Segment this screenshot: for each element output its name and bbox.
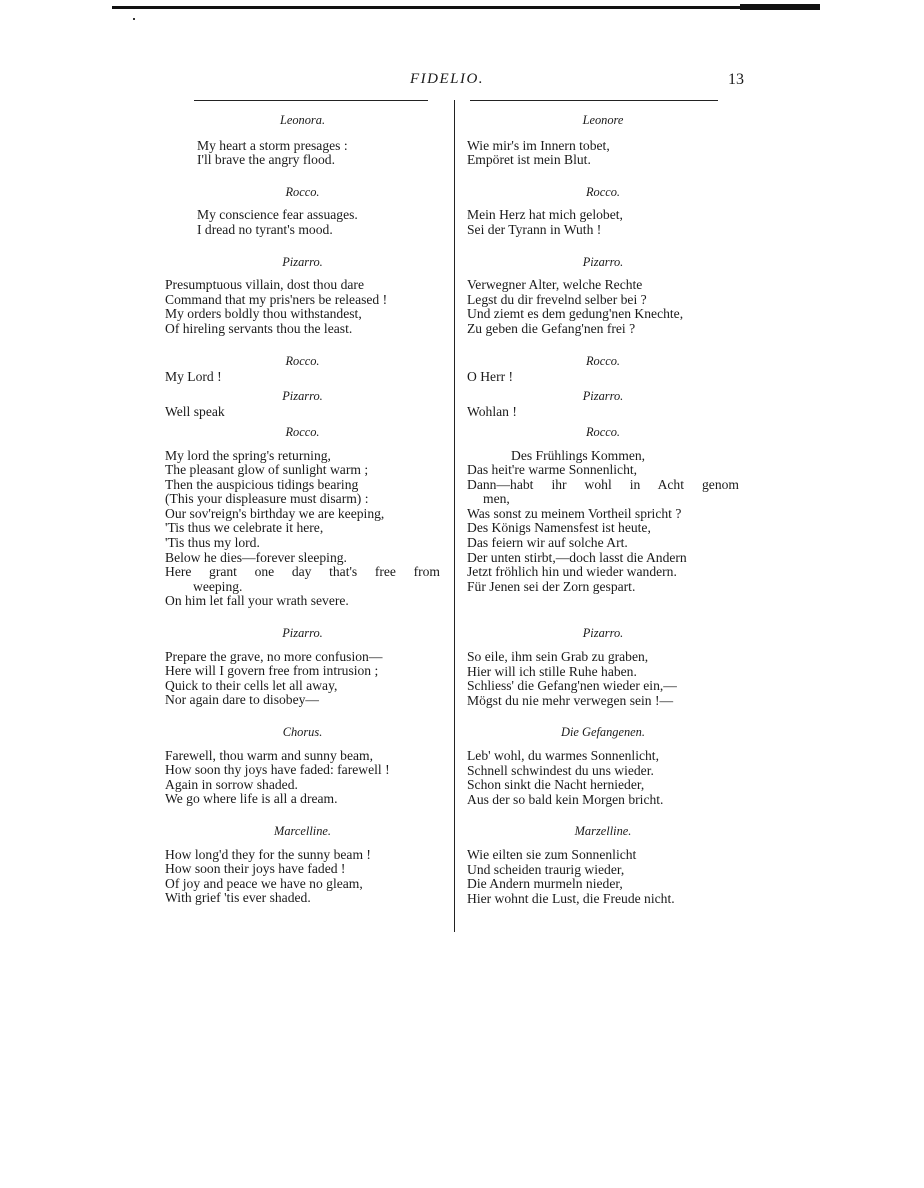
verse-line: Die Andern murmeln nieder, — [467, 876, 623, 892]
verse-line: Der unten stirbt,—doch lasst die Andern — [467, 549, 687, 565]
verse-line: How long'd they for the sunny beam ! — [165, 846, 371, 862]
verse-line: Schliess' die Gefang'nen wieder ein,— — [467, 678, 677, 694]
verse-line: Prepare the grave, no more confusion— — [165, 648, 383, 664]
verse-line: Quick to their cells let all away, — [165, 677, 338, 693]
verse-line: Legst du dir frevelnd selber bei ? — [467, 291, 647, 307]
verse-line: My heart a storm presages : — [197, 137, 348, 153]
verse-line: Here grant one day that's free from — [165, 564, 440, 580]
verse-block — [467, 354, 739, 385]
verse-line: Wie eilten sie zum Sonnenlicht — [467, 846, 637, 862]
verse-line: So eile, ihm sein Grab zu graben, — [467, 649, 649, 665]
verse-block — [165, 425, 440, 609]
verse-block — [467, 389, 739, 420]
verse-line: 'Tis thus my lord. — [165, 535, 260, 551]
speaker-name: Pizarro. — [582, 254, 624, 269]
verse-line: How soon thy joys have faded: farewell ! — [165, 762, 390, 778]
header-rule-left — [194, 100, 428, 101]
verse-line: Command that my pris'ners be released ! — [165, 291, 388, 307]
speaker-name: Rocco. — [285, 184, 320, 199]
verse-line: Was sonst zu meinem Vortheil spricht ? — [467, 505, 682, 521]
verse-line: 'Tis thus we celebrate it here, — [165, 520, 324, 536]
verse-line: We go where life is all a dream. — [165, 791, 338, 807]
english-column — [165, 113, 440, 906]
verse-line: Below he dies—forever sleeping. — [165, 549, 347, 565]
verse-block — [467, 626, 739, 708]
verse-line: My orders boldly thou withstandest, — [165, 306, 362, 322]
print-speck — [133, 18, 135, 20]
verse-line: Leb' wohl, du warmes Sonnenlicht, — [467, 748, 659, 763]
speaker-name: Rocco. — [285, 424, 320, 439]
speaker-name: Pizarro. — [582, 388, 624, 403]
verse-line: My Lord ! — [165, 369, 222, 385]
german-column — [467, 113, 739, 906]
verse-block — [467, 255, 739, 337]
verse-line: Wohlan ! — [467, 404, 517, 420]
verse-line: Des Frühlings Kommen, — [511, 447, 646, 463]
verse-line: Und ziemt es dem gedung'nen Knechte, — [467, 306, 684, 322]
verse-block — [165, 185, 440, 238]
verse-line: Und scheiden traurig wieder, — [467, 861, 625, 877]
header-rule-right — [470, 100, 718, 101]
speaker-name: Rocco. — [285, 353, 320, 368]
speaker-name: Rocco. — [585, 353, 621, 368]
verse-line: Here will I govern free from intrusion ; — [165, 663, 379, 679]
speaker-name: Pizarro. — [582, 626, 624, 641]
verse-line: Zu geben die Gefang'nen frei ? — [467, 320, 636, 336]
top-border-rule-thick — [740, 4, 820, 10]
verse-line: O Herr ! — [467, 369, 514, 385]
verse-block — [165, 824, 440, 906]
verse-line: The pleasant glow of sunlight warm ; — [165, 462, 369, 478]
verse-line: Hier will ich stille Ruhe haben. — [467, 663, 637, 679]
speaker-name: Leonora. — [279, 113, 326, 127]
verse-line: Our sov'reign's birthday we are keeping, — [165, 505, 385, 521]
verse-line: On him let fall your wrath severe. — [165, 593, 349, 609]
verse-block — [467, 725, 739, 807]
verse-line: Schnell schwindest du uns wieder. — [467, 762, 654, 778]
speaker-name: Pizarro. — [282, 254, 323, 269]
page-number: 13 — [728, 71, 744, 88]
verse-line: Des Königs Namensfest ist heute, — [467, 520, 651, 536]
verse-line: Mögst du nie mehr verwegen sein !— — [467, 692, 674, 708]
verse-line: How soon their joys have faded ! — [165, 861, 346, 877]
verse-line: I'll brave the angry flood. — [197, 152, 335, 168]
verse-line: Sei der Tyrann in Wuth ! — [467, 221, 602, 237]
verse-line: Of joy and peace we have no gleam, — [165, 875, 363, 891]
verse-block — [165, 626, 440, 708]
verse-line: Das heit're warme Sonnenlicht, — [467, 462, 638, 478]
verse-block — [467, 824, 739, 906]
verse-line: Das feiern wir auf solche Art. — [467, 535, 628, 551]
speaker-name: Rocco. — [585, 424, 621, 439]
verse-line: Wie mir's im Innern tobet, — [467, 137, 610, 153]
verse-line: Jetzt fröhlich hin und wieder wandern. — [467, 564, 677, 580]
top-border-rule — [112, 6, 820, 9]
verse-block — [165, 255, 440, 337]
speaker-name: Rocco. — [585, 184, 621, 199]
verse-line: I dread no tyrant's mood. — [197, 221, 333, 237]
speaker-name: Marzelline. — [574, 824, 632, 839]
verse-block — [165, 389, 440, 420]
verse-line: Presumptuous villain, dost thou dare — [165, 277, 364, 293]
verse-line: Farewell, thou warm and sunny beam, — [165, 747, 374, 763]
verse-line: Verwegner Alter, welche Rechte — [467, 277, 643, 293]
verse-line: men, — [483, 491, 510, 507]
verse-line: Mein Herz hat mich gelobet, — [467, 207, 623, 223]
verse-block — [467, 113, 739, 168]
verse-line: With grief 'tis ever shaded. — [165, 890, 311, 906]
verse-line: Dann—habt ihr wohl in Acht genom — [467, 476, 739, 492]
verse-line: My lord the spring's returning, — [165, 447, 331, 463]
verse-block — [165, 113, 440, 168]
verse-line: Hier wohnt die Lust, die Freude nicht. — [467, 890, 675, 906]
verse-line: Aus der so bald kein Morgen bricht. — [467, 791, 664, 807]
verse-line: Empöret ist mein Blut. — [467, 152, 591, 168]
running-title: FIDELIO. — [409, 71, 485, 87]
verse-block — [165, 354, 440, 385]
verse-block — [165, 725, 440, 807]
speaker-name: Chorus. — [282, 725, 323, 739]
verse-line: (This your displeasure must disarm) : — [165, 491, 369, 507]
verse-line: My conscience fear assuages. — [197, 207, 358, 223]
speaker-name: Leonore — [582, 113, 624, 127]
speaker-name: Pizarro. — [282, 626, 323, 641]
verse-block — [467, 425, 739, 595]
speaker-name: Die Gefangenen. — [561, 725, 645, 740]
verse-line: Of hireling servants thou the least. — [165, 320, 353, 336]
verse-line: Well speak — [165, 404, 225, 420]
verse-line: weeping. — [193, 578, 243, 594]
speaker-name: Pizarro. — [282, 388, 323, 403]
verse-line: Für Jenen sei der Zorn gespart. — [467, 578, 636, 594]
speaker-name: Marcelline. — [274, 823, 331, 838]
verse-line: Schon sinkt die Nacht hernieder, — [467, 777, 645, 793]
verse-line: Nor again dare to disobey— — [165, 692, 320, 708]
verse-line: Again in sorrow shaded. — [165, 776, 298, 792]
verse-line: Then the auspicious tidings bearing — [165, 476, 359, 492]
column-divider — [454, 100, 455, 932]
verse-block — [467, 185, 739, 238]
